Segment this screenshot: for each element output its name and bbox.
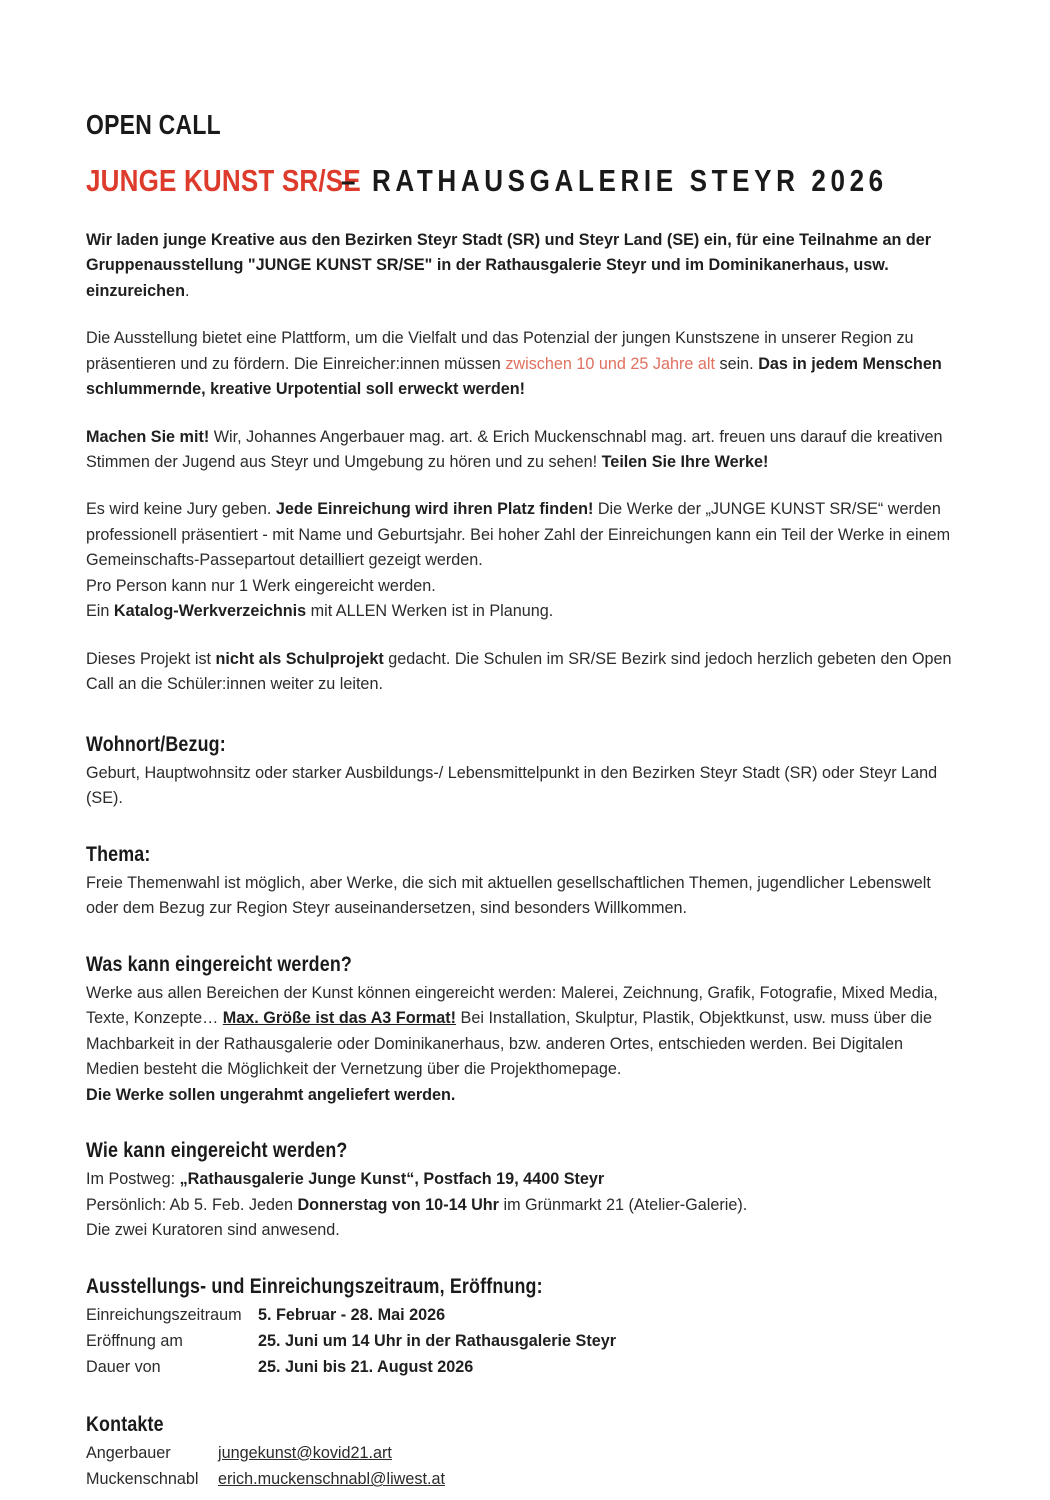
- email-link[interactable]: jungekunst@kovid21.art: [218, 1443, 392, 1462]
- page-title: [86, 165, 960, 198]
- intro-paragraph-3: [86, 425, 960, 476]
- contact-email-cell[interactable]: [218, 1441, 445, 1467]
- title-brand: JUNGE KUNST SR/SE: [86, 163, 361, 199]
- contact-name: Angerbauer: [86, 1443, 171, 1462]
- was-b: Bei Installation, Skulptur, Plastik, Objektkunst, usw. muss über die Machbarkeit in der Rathausgalerie oder Dominikanerhaus, bzw. anderen Ortes, entschieden werden. Bei Digitalen Medien besteht die Möglichkeit der Vernetzung über die Projekthomepage.: [86, 1009, 933, 1079]
- katalog-bold: Katalog-Werkverzeichnis: [113, 602, 307, 621]
- was-body: [86, 981, 960, 1083]
- intro-p3-a: Wir, Johannes Angerbauer mag. art. & Erich Muckenschnabl mag. art. freuen uns darauf die kreativen Stimmen der Jugend aus Steyr und Umgebung zu hören und zu sehen!: [86, 427, 943, 471]
- table-row: [86, 1441, 445, 1467]
- intro-p1-text: Wir laden junge Kreative aus den Bezirken Steyr Stadt (SR) und Steyr Land (SE) ein, für eine Teilnahme an der Gruppenausstellung "JUNGE KUNST SR/SE" in der Rathausgalerie Steyr und im Dominikanerhaus, usw. einzureichen: [86, 230, 932, 300]
- intro-paragraph-1: [86, 228, 960, 304]
- wohnort-body: Geburt, Hauptwohnsitz oder starker Ausbildungs-/ Lebensmittelpunkt in den Bezirken Steyr Stadt (SR) oder Steyr Land (SE).: [86, 763, 938, 808]
- heading-thema: Thema:: [86, 842, 151, 866]
- heading-wohnort: Wohnort/Bezug:: [86, 732, 226, 756]
- machen-sie-mit-label: Machen Sie mit!: [86, 427, 210, 446]
- date-value: 25. Juni um 14 Uhr in der Rathausgalerie Steyr: [258, 1331, 617, 1350]
- katalog-a: Ein: [86, 602, 114, 621]
- postweg-label: Im Postweg:: [86, 1170, 180, 1189]
- wie-line-2: [86, 1193, 960, 1218]
- intro-p2-a: Die Ausstellung bietet eine Plattform, um die Vielfalt und das Potenzial der jungen Kunstszene in unserer Region zu präsentieren und zu fördern. Die Einreicher:innen müssen: [86, 329, 914, 373]
- contacts-table: [86, 1441, 445, 1494]
- intro-paragraph-5: [86, 647, 960, 698]
- intro-p4-a: Es wird keine Jury geben.: [86, 500, 276, 519]
- one-work-notice: Pro Person kann nur 1 Werk eingereicht werden.: [86, 576, 436, 595]
- table-row: [86, 1467, 445, 1493]
- table-row: [86, 1303, 616, 1329]
- max-groesse-a3-label: Max. Größe ist das A3 Format!: [222, 1009, 457, 1028]
- heading-was-kann-eingereicht-werden: Was kann eingereicht werden?: [86, 952, 352, 976]
- age-range-highlight: zwischen 10 und 25 Jahre alt: [505, 354, 715, 373]
- persoenlich-label: Persönlich: Ab 5. Feb. Jeden: [86, 1195, 298, 1214]
- table-row: [86, 1329, 616, 1355]
- ungerahmt-bold: Die Werke sollen ungerahmt angeliefert werden.: [86, 1085, 456, 1104]
- intro-p2-b: sein.: [714, 354, 759, 373]
- intro-paragraph-4: [86, 497, 960, 573]
- table-row: [86, 1355, 616, 1381]
- katalog-b: mit ALLEN Werken ist in Planung.: [306, 602, 554, 621]
- wie-line-1: [86, 1167, 960, 1192]
- teilen-sie-label: Teilen Sie Ihre Werke!: [601, 453, 769, 471]
- thema-body: Freie Themenwahl ist möglich, aber Werke, die sich mit aktuellen gesellschaftlichen Themen, jugendlicher Lebenswelt oder dem Bezug zur Region Steyr auseinandersetzen, sind besonders Willkommen.: [86, 873, 931, 918]
- persoenlich-address: im Grünmarkt 21 (Atelier-Galerie).: [498, 1195, 748, 1214]
- date-label: Dauer von: [86, 1358, 161, 1377]
- intro-p2-bold: Das in jedem Menschen schlummernde, kreative Urpotential soll erweckt werden!: [86, 354, 942, 399]
- heading-wie-kann-eingereicht-werden: Wie kann eingereicht werden?: [86, 1139, 348, 1162]
- heading-kontakte: Kontakte: [86, 1412, 164, 1436]
- katalog-line: [86, 599, 960, 624]
- intro-p5-a: Dieses Projekt ist: [86, 649, 216, 668]
- date-value: 25. Juni bis 21. August 2026: [258, 1358, 474, 1377]
- ungerahmt-line: [86, 1083, 960, 1108]
- intro-p4-b: Die Werke der „JUNGE KUNST SR/SE“ werden professionell präsentiert - mit Name und Geburtsjahr. Bei hoher Zahl der Einreichungen kann ein Teil der Werke in einem Gemeinschafts-Passepartout detailliert gezeigt werden.: [86, 500, 951, 570]
- date-label: Eröffnung am: [86, 1331, 183, 1350]
- dates-table: [86, 1303, 616, 1382]
- intro-p5-b: gedacht. Die Schulen im SR/SE Bezirk sind jedoch herzlich gebeten den Open Call an die Schüler:innen weiter zu leiten.: [86, 649, 952, 694]
- opening-hours: Donnerstag von 10-14 Uhr: [297, 1195, 499, 1214]
- email-link[interactable]: erich.muckenschnabl@liwest.at: [218, 1470, 445, 1489]
- date-label: Einreichungszeitraum: [86, 1305, 242, 1324]
- jury-bold-label: Jede Einreichung wird ihren Platz finden!: [275, 500, 594, 519]
- date-value: 5. Februar - 28. Mai 2026: [258, 1305, 446, 1324]
- wie-line-3: Die zwei Kuratoren sind anwesend.: [86, 1221, 340, 1240]
- schulprojekt-bold: nicht als Schulprojekt: [215, 649, 384, 668]
- intro-paragraph-2: [86, 326, 960, 402]
- postweg-address: „Rathausgalerie Junge Kunst“, Postfach 19, 4400 Steyr: [179, 1170, 605, 1189]
- contact-email-cell[interactable]: [218, 1467, 445, 1493]
- heading-zeitraum: Ausstellungs- und Einreichungszeitraum, Eröffnung:: [86, 1274, 543, 1298]
- title-rest: – RATHAUSGALERIE STEYR 2026: [341, 163, 889, 199]
- contact-name: Muckenschnabl: [86, 1470, 199, 1489]
- was-a: Werke aus allen Bereichen der Kunst können eingereicht werden: Malerei, Zeichnung, Grafik, Fotografie, Mixed Media, Texte, Konzepte…: [86, 983, 938, 1028]
- open-call-kicker: OPEN CALL: [86, 109, 221, 140]
- intro-p1-period: .: [184, 281, 190, 300]
